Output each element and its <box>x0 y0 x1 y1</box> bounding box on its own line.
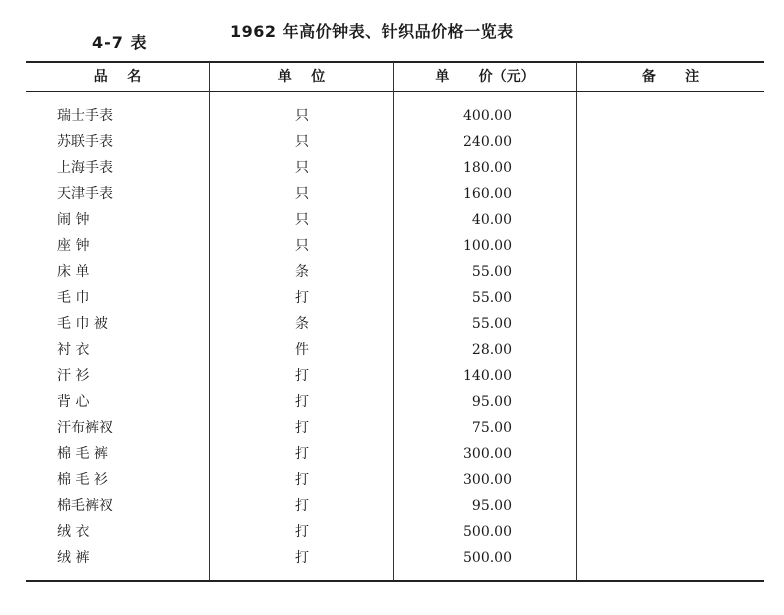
table-body <box>0 104 784 572</box>
item-unit: 打 <box>295 524 309 540</box>
header-note: 备 注 <box>641 69 700 85</box>
table-row <box>0 182 784 208</box>
item-price: 240.00 <box>463 134 512 150</box>
table-row <box>0 546 784 572</box>
item-unit: 只 <box>295 238 309 254</box>
header-unit: 单 位 <box>277 69 326 85</box>
item-price: 95.00 <box>471 394 512 410</box>
table-row <box>0 260 784 286</box>
item-unit: 只 <box>295 108 309 124</box>
item-unit: 打 <box>295 394 309 410</box>
item-unit: 只 <box>295 160 309 176</box>
item-price: 160.00 <box>463 186 512 202</box>
header-price: 单 价（元） <box>435 69 535 85</box>
item-name: 天津手表 <box>57 186 113 202</box>
table-row <box>0 286 784 312</box>
item-name: 棉 毛 裤 <box>57 446 108 462</box>
item-price: 95.00 <box>471 498 512 514</box>
table-top-rule <box>26 61 764 63</box>
table-row <box>0 390 784 416</box>
item-unit: 只 <box>295 186 309 202</box>
table-header-rule <box>26 91 764 92</box>
item-unit: 只 <box>295 212 309 228</box>
item-unit: 打 <box>295 446 309 462</box>
item-name: 瑞士手表 <box>57 108 113 124</box>
table-row <box>0 442 784 468</box>
table-row <box>0 234 784 260</box>
table-number: 4-7 表 <box>92 33 148 52</box>
item-name: 苏联手表 <box>57 134 113 150</box>
item-unit: 打 <box>295 498 309 514</box>
item-name: 绒 裤 <box>57 550 90 566</box>
item-name: 上海手表 <box>57 160 113 176</box>
item-unit: 只 <box>295 134 309 150</box>
item-price: 55.00 <box>471 264 512 280</box>
table-row <box>0 416 784 442</box>
item-name: 汗布裤衩 <box>57 420 113 436</box>
table-row <box>0 494 784 520</box>
item-name: 闹 钟 <box>57 212 90 228</box>
table-bottom-rule <box>26 580 764 582</box>
header-name: 品 名 <box>93 69 142 85</box>
table-row <box>0 520 784 546</box>
item-price: 100.00 <box>463 238 512 254</box>
table-row <box>0 104 784 130</box>
table-row <box>0 312 784 338</box>
item-price: 300.00 <box>463 446 512 462</box>
item-unit: 打 <box>295 420 309 436</box>
item-name: 棉毛裤衩 <box>57 498 113 514</box>
item-name: 座 钟 <box>57 238 90 254</box>
table-row <box>0 338 784 364</box>
item-unit: 打 <box>295 290 309 306</box>
item-unit: 打 <box>295 472 309 488</box>
table-row <box>0 364 784 390</box>
item-name: 棉 毛 衫 <box>57 472 108 488</box>
item-price: 28.00 <box>471 342 512 358</box>
item-price: 75.00 <box>471 420 512 436</box>
item-name: 绒 衣 <box>57 524 90 540</box>
item-name: 汗 衫 <box>57 368 90 384</box>
item-price: 400.00 <box>463 108 512 124</box>
item-name: 背 心 <box>57 394 90 410</box>
table-row <box>0 468 784 494</box>
table-row <box>0 156 784 182</box>
item-name: 床 单 <box>57 264 90 280</box>
item-unit: 件 <box>295 342 309 358</box>
item-name: 毛 巾 <box>57 290 90 306</box>
item-name: 毛 巾 被 <box>57 316 108 332</box>
item-unit: 条 <box>295 316 309 332</box>
item-unit: 打 <box>295 550 309 566</box>
item-unit: 条 <box>295 264 309 280</box>
item-price: 40.00 <box>471 212 512 228</box>
item-price: 500.00 <box>463 524 512 540</box>
item-unit: 打 <box>295 368 309 384</box>
item-price: 300.00 <box>463 472 512 488</box>
item-price: 55.00 <box>471 290 512 306</box>
table-row <box>0 208 784 234</box>
item-price: 500.00 <box>463 550 512 566</box>
table-row <box>0 130 784 156</box>
item-name: 衬 衣 <box>57 342 90 358</box>
item-price: 140.00 <box>463 368 512 384</box>
item-price: 55.00 <box>471 316 512 332</box>
table-title: 1962 年高价钟表、针织品价格一览表 <box>230 22 514 41</box>
item-price: 180.00 <box>463 160 512 176</box>
